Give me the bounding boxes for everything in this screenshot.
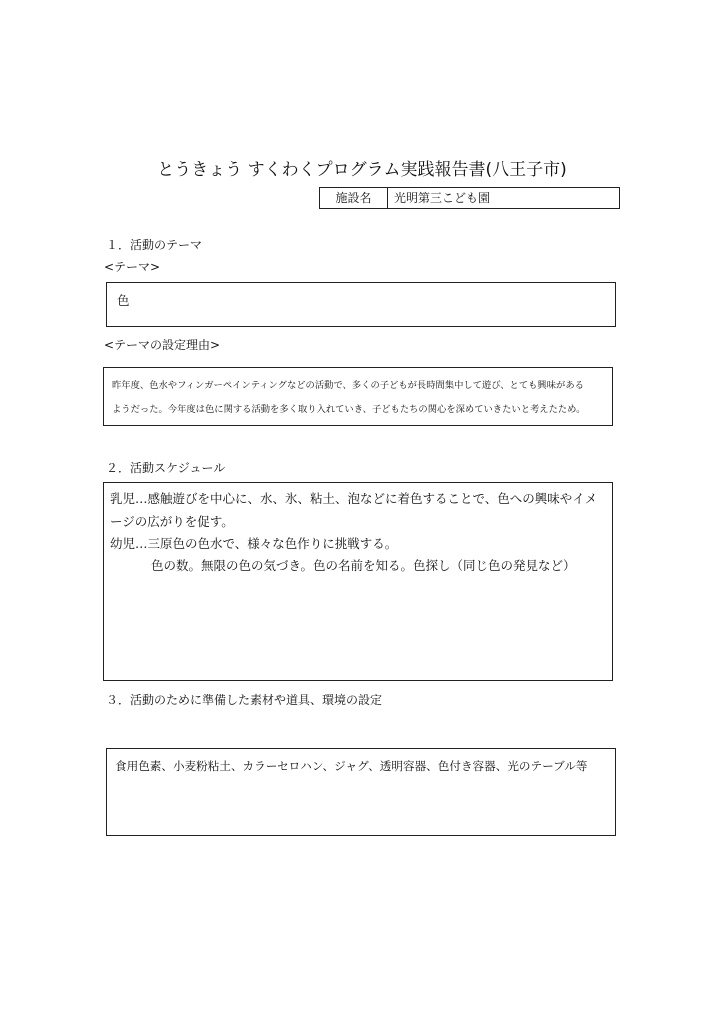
theme-box <box>106 282 616 327</box>
facility-label: 施設名 <box>320 188 388 208</box>
facility-table <box>319 187 620 209</box>
schedule-line-4: 色の数。無限の色の気づき。色の名前を知る。色探し（同じ色の発見など） <box>151 558 576 573</box>
schedule-box <box>103 482 613 681</box>
reason-box <box>103 367 613 426</box>
section1-heading: １．活動のテーマ <box>106 238 203 252</box>
reason-line-2: ようだった。今年度は色に関する活動を多く取り入れていき、子どもたちの関心を深めていきたいと考えたため。 <box>112 404 586 415</box>
schedule-line-1: 乳児…感触遊びを中心に、水、氷、粘土、泡などに着色することで、色への興味やイメ <box>110 491 598 506</box>
facility-name: 光明第三こども園 <box>394 191 491 205</box>
theme-text: 色 <box>117 293 130 308</box>
section3-heading: ３．活動のために準備した素材や道具、環境の設定 <box>106 693 383 707</box>
theme-label: <テーマ> <box>104 260 161 274</box>
document-title: とうきょう すくわくプログラム実践報告書(八王子市) <box>157 160 567 180</box>
materials-text: 食用色素、小麦粉粘土、カラーセロハン、ジャグ、透明容器、色付き容器、光のテーブル等 <box>115 759 588 773</box>
reason-line-1: 昨年度、色水やフィンガーペインティングなどの活動で、多くの子どもが長時間集中して遊び、とても興味がある <box>112 380 584 391</box>
schedule-line-2: ージの広がりを促す。 <box>110 514 234 529</box>
materials-box <box>106 748 616 836</box>
reason-label: <テーマの設定理由> <box>104 338 221 352</box>
schedule-line-3: 幼児…三原色の色水で、様々な色作りに挑戦する。 <box>110 536 398 551</box>
section2-heading: ２．活動スケジュール <box>106 461 226 475</box>
